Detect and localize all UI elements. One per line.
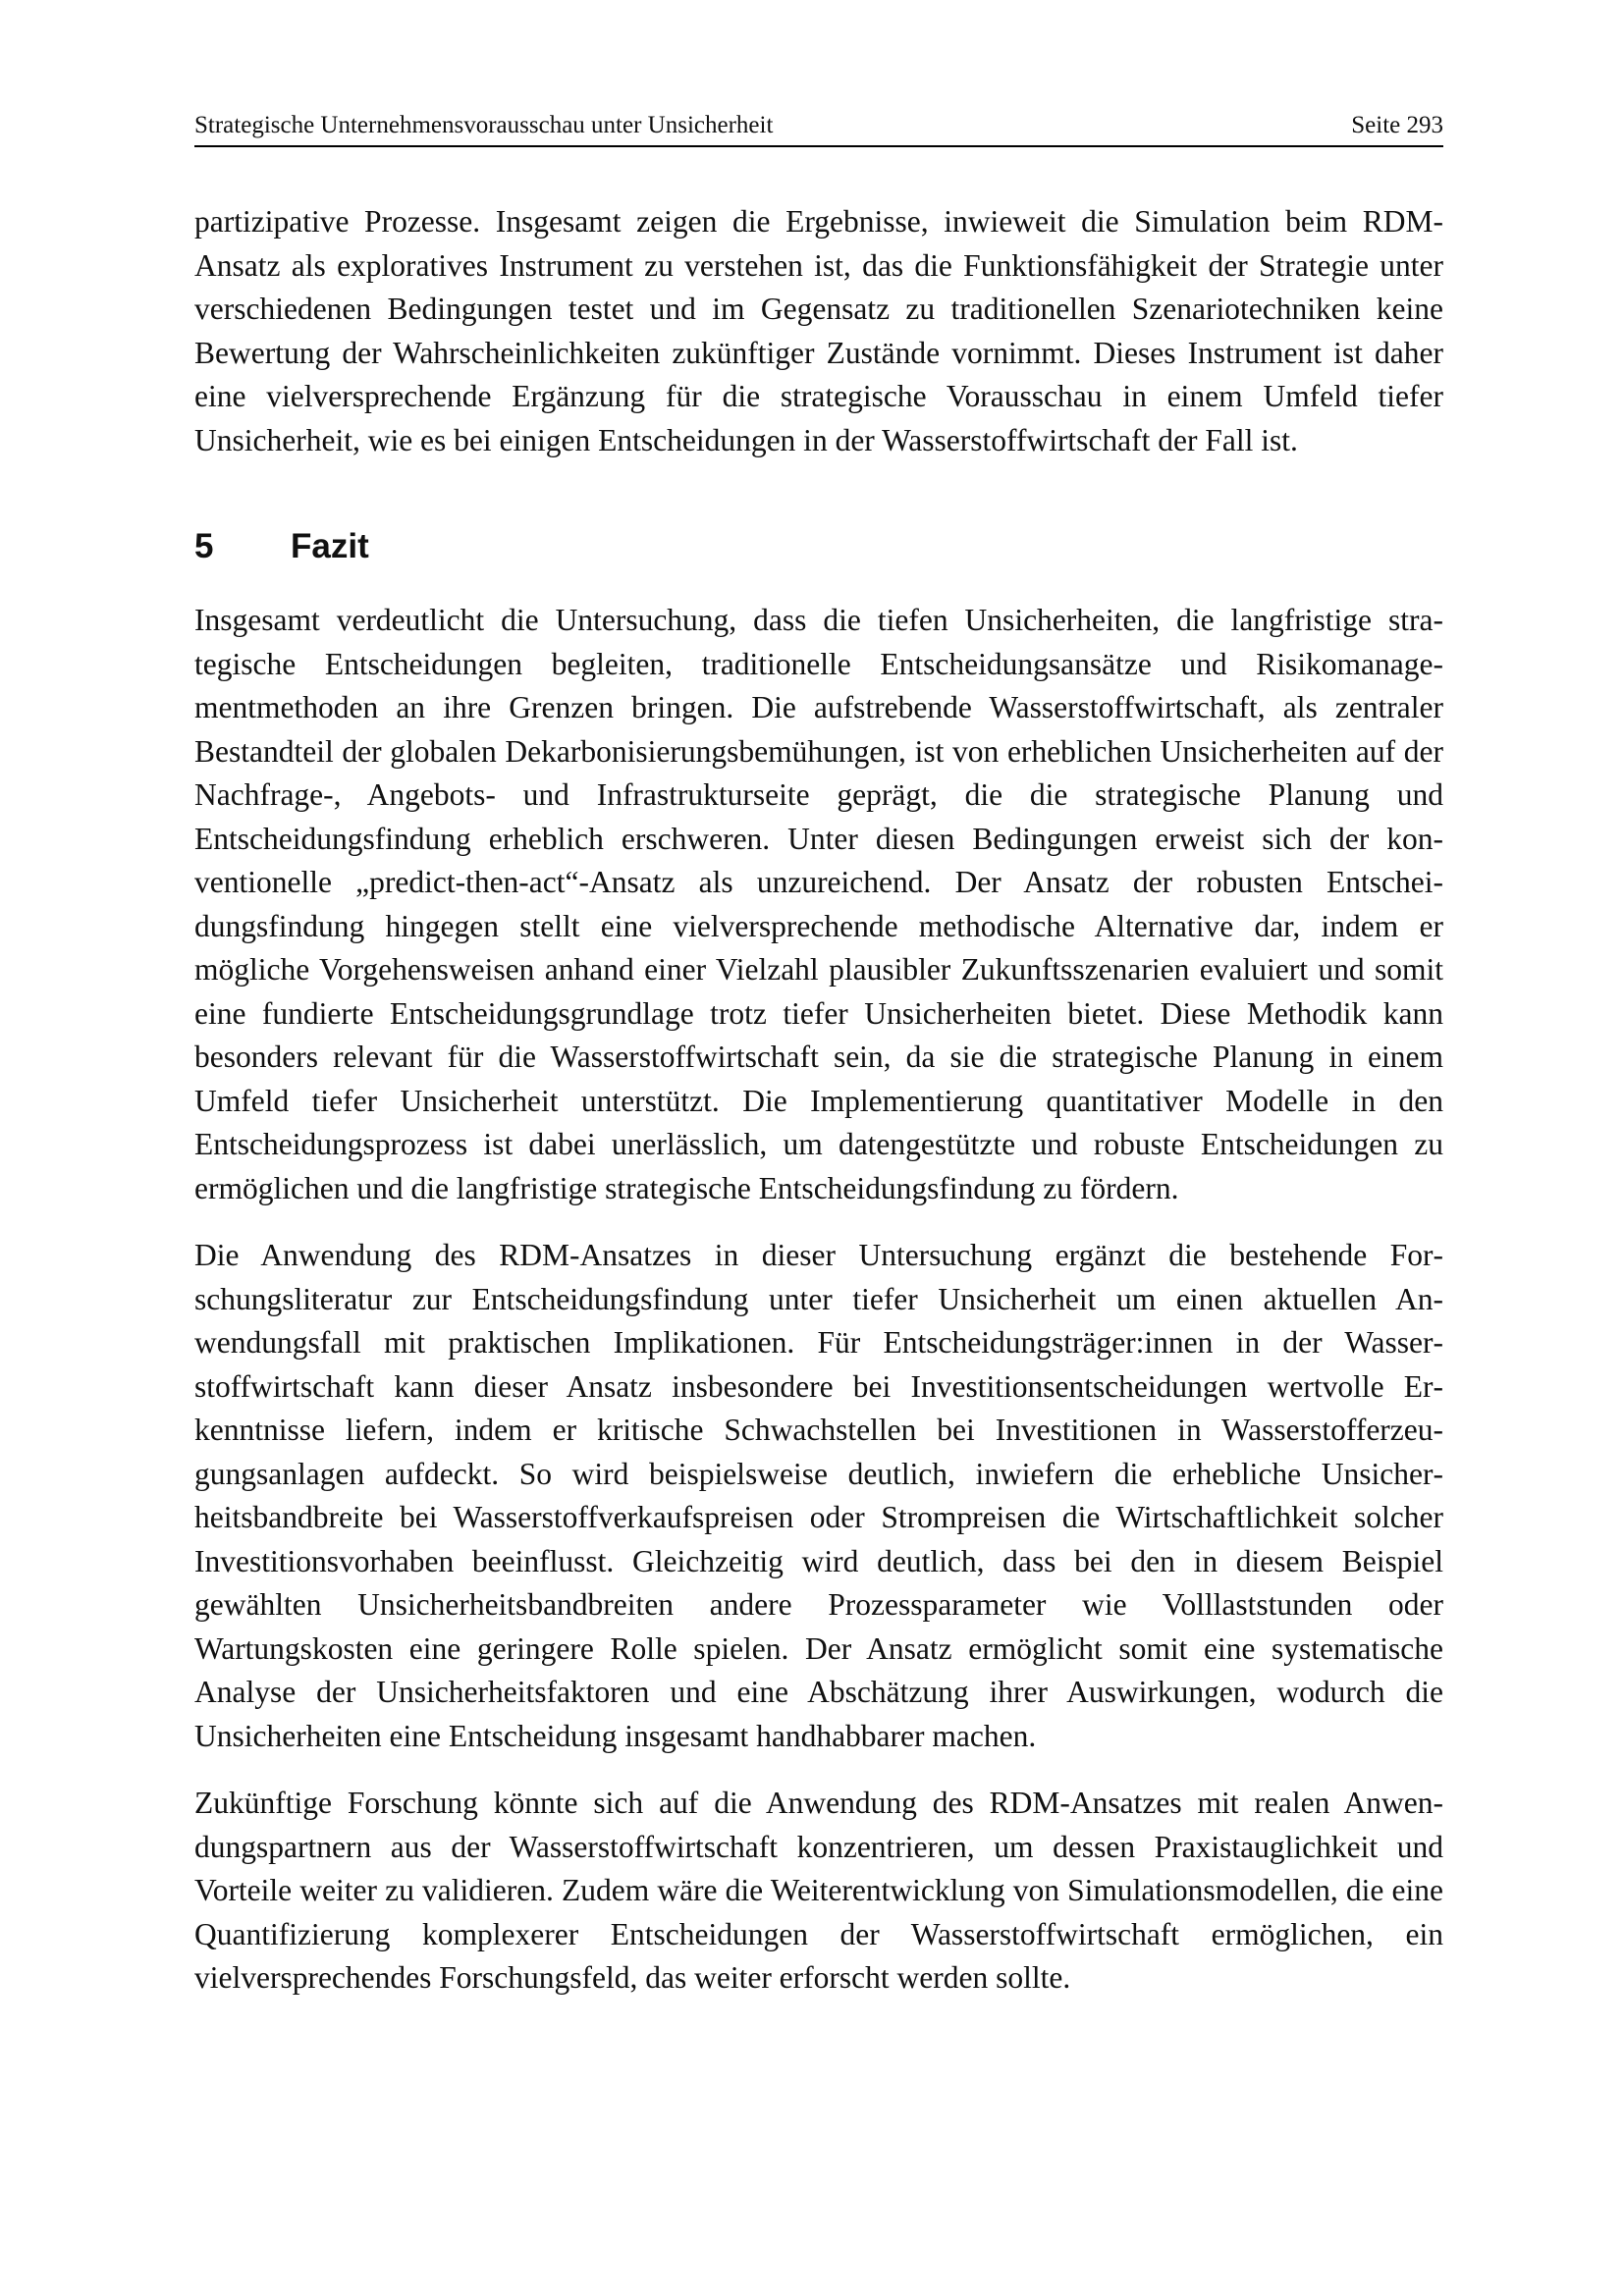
running-header [194,110,1443,147]
section-number: 5 [194,527,214,565]
page-body [194,200,1443,2001]
paragraph: Insgesamt verdeutlicht die Untersuchung, dass die tiefen Unsicherheiten, die langfristige strategische Entscheidungen begleiten, traditionelle Entscheidungsansätze und Risikomanagementmethoden an ihre Grenzen bringen. Die aufstrebende Wasserstoffwirtschaft, als zentraler Bestandteil der globalen Dekarbonisierungsbemühungen, ist von erheblichen Unsicherheiten auf der Nachfrage-, Angebots- und Infrastrukturseite geprägt, die die strategische Planung und Entscheidungsfindung erheblich erschweren. Unter diesen Bedingungen erweist sich der konventionelle „predict-then-act“-Ansatz als unzureichend. Der Ansatz der robusten Entscheidungsfindung hingegen stellt eine vielversprechende methodische Alternative dar, indem er mögliche Vorgehensweisen anhand einer Vielzahl plausibler Zukunftsszenarien evaluiert und somit eine fundierte Entscheidungsgrundlage trotz tiefer Unsicherheiten bietet. Diese Methodik kann besonders relevant für die Wasserstoffwirtschaft sein, da sie die strategische Planung in einem Umfeld tiefer Unsicherheit unterstützt. Die Implementierung quantitativer Modelle in den Entscheidungsprozess ist dabei unerlässlich, um datengestützte und robuste Entscheidungen zu ermöglichen und die langfristige strategische Entscheidungsfindung zu fördern. [194,603,1443,1205]
paragraph: Die Anwendung des RDM-Ansatzes in dieser Untersuchung ergänzt die bestehende Forschungsliteratur zur Entscheidungsfindung unter tiefer Unsicherheit um einen aktuellen Anwendungsfall mit praktischen Implikationen. Für Entscheidungsträger:innen in der Wasserstoffwirtschaft kann dieser Ansatz insbesondere bei Investitionsentscheidungen wertvolle Erkenntnisse liefern, indem er kritische Schwachstellen bei Investitionen in Wasserstofferzeugungsanlagen aufdeckt. So wird beispielsweise deutlich, inwiefern die erhebliche Unsicherheitsbandbreite bei Wasserstoffverkaufspreisen oder Strompreisen die Wirtschaftlichkeit solcher Investitionsvorhaben beeinflusst. Gleichzeitig wird deutlich, dass bei den in diesem Beispiel gewählten Unsicherheitsbandbreiten andere Prozessparameter wie Volllaststunden oder Wartungskosten eine geringere Rolle spielen. Der Ansatz ermöglicht somit eine systematische Analyse der Unsicherheitsfaktoren und eine Abschätzung ihrer Auswirkungen, wodurch die Unsicherheiten eine Entscheidung insgesamt handhabbarer machen. [194,1238,1443,1753]
running-header-title: Strategische Unternehmensvorausschau unter Unsicherheit [194,112,774,138]
page-number: Seite 293 [1351,112,1443,138]
section-heading [194,525,1443,568]
intro-paragraph: partizipative Prozesse. Insgesamt zeigen die Ergebnisse, inwieweit die Simulation beim RDM-Ansatz als exploratives Instrument zu verstehen ist, das die Funktionsfähigkeit der Strategie unter verschiedenen Bedingungen testet und im Gegensatz zu traditionellen Szenariotechniken keine Bewertung der Wahrscheinlichkeiten zukünftiger Zustände vornimmt. Dieses Instrument ist daher eine vielversprechende Ergänzung für die strategische Vorausschau in einem Umfeld tiefer Unsicherheit, wie es bei einigen Entscheidungen in der Wasserstoffwirtschaft der Fall ist. [194,204,1443,457]
section-title: Fazit [291,527,369,565]
paragraph: Zukünftige Forschung könnte sich auf die Anwendung des RDM-Ansatzes mit realen Anwendungspartnern aus der Wasserstoffwirtschaft konzentrieren, um dessen Praxistauglichkeit und Vorteile weiter zu validieren. Zudem wäre die Weiterentwicklung von Simulationsmodellen, die eine Quantifizierung komplexerer Entscheidungen der Wasserstoffwirtschaft ermöglichen, ein vielversprechendes Forschungsfeld, das weiter erforscht werden sollte. [194,1786,1443,1995]
